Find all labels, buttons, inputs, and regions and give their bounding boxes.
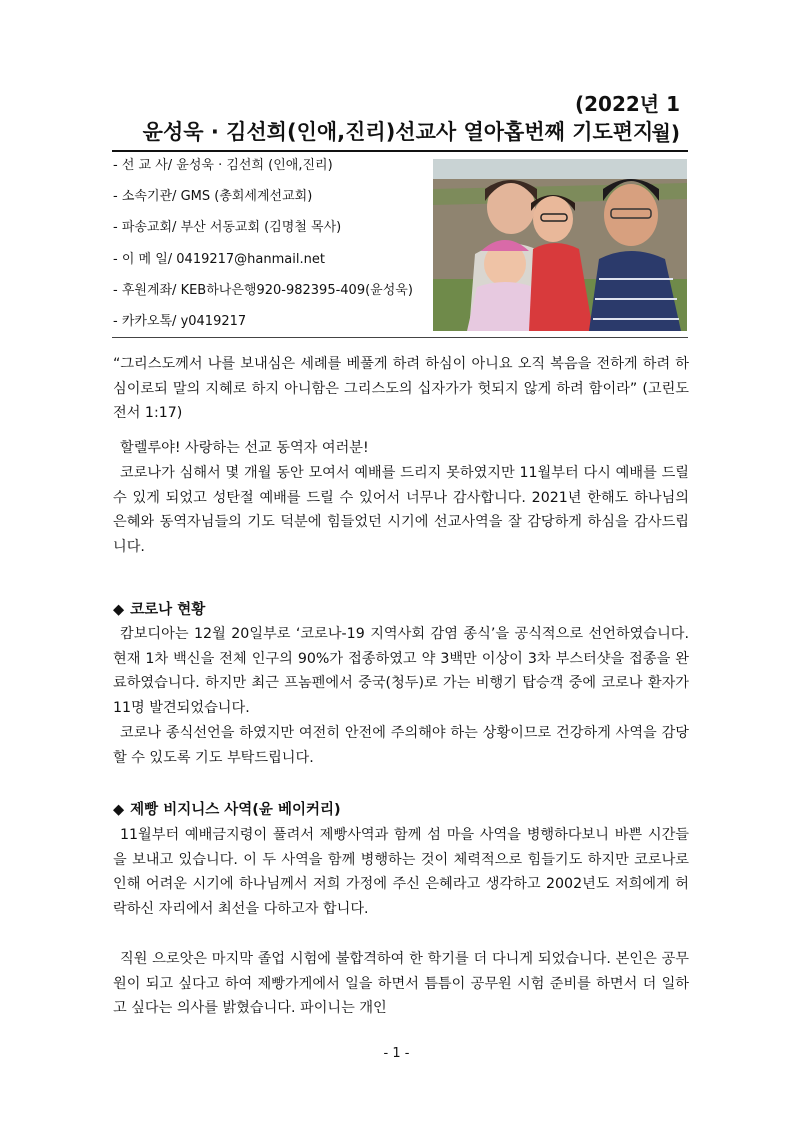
- greeting: 할렐루야! 사랑하는 선교 동역자 여러분!: [120, 440, 369, 456]
- info-bank-account: - 후원계좌/ KEB하나은행920-982395-409(윤성욱): [113, 282, 413, 298]
- letter-date: (2022년 1월): [574, 92, 680, 145]
- bible-verse: “그리스도께서 나를 보내심은 세례를 베풀게 하려 하심이 아니요 오직 복음을 전하게 하려 하심이로되 말의 지혜로 하지 아니함은 그리스도의 십자가가 헛되지 않게 하려 함이라” (고린도전서 1:17): [113, 356, 689, 421]
- letter-title: 윤성욱 · 김선희(인애,진리)선교사 열아홉번째 기도편지: [142, 120, 654, 144]
- info-missionary: - 선 교 사/ 윤성욱 · 김선희 (인애,진리): [113, 158, 333, 173]
- info-kakaotalk: - 카카오톡/ y0419217: [113, 313, 247, 329]
- diamond-bullet-icon: ◆: [113, 802, 125, 818]
- section-heading-bakery: [113, 798, 341, 819]
- family-photo: [433, 159, 687, 331]
- covid-paragraph-1: 캄보디아는 12월 20일부로 ‘코로나-19 지역사회 감염 종식’을 공식적으로 선언하였습니다. 현재 1차 백신을 전체 인구의 90%가 접종하였고 약 3백만 이상이 3차 부스터샷을 접종을 완료하였습니다. 하지만 최근 프놈펜에서 중국(청두)로 가는 비행기 탑승객 중에 코로나 환자가 11명 발견되었습니다.: [113, 626, 689, 716]
- info-email: - 이 메 일/ 0419217@hanmail.net: [113, 251, 325, 267]
- section-title: 제빵 비지니스 사역(윤 베이커리): [130, 802, 341, 818]
- page-number: - 1 -: [383, 1046, 410, 1061]
- diamond-bullet-icon: ◆: [113, 602, 125, 618]
- bakery-paragraph-2: 직원 으로앗은 마지막 졸업 시험에 불합격하여 한 학기를 더 다니게 되었습니다. 본인은 공무원이 되고 싶다고 하여 제빵가게에서 일을 하면서 틈틈이 공무원 시험 준비를 하면서 더 일하고 싶다는 의사를 밝혔습니다. 파이니는 개인: [113, 951, 689, 1016]
- info-organization: - 소속기관/ GMS (총회세계선교회): [113, 189, 313, 205]
- section-title: 코로나 현황: [130, 602, 206, 618]
- missionary-info-list: [113, 150, 413, 337]
- section-heading-covid: [113, 598, 205, 619]
- intro-paragraph: 코로나가 심해서 몇 개월 동안 모여서 예배를 드리지 못하였지만 11월부터 다시 예배를 드릴 수 있게 되었고 성탄절 예배를 드릴 수 있어서 너무나 감사합니다. 2021년 한해도 하나님의 은혜와 동역자님들의 기도 덕분에 힘들었던 시기에 선교사역을 잘 감당하게 하심을 감사드립니다.: [113, 465, 689, 555]
- info-sending-church: - 파송교회/ 부산 서동교회 (김명철 목사): [113, 220, 342, 236]
- covid-paragraph-2: 코로나 종식선언을 하였지만 여전히 안전에 주의해야 하는 상황이므로 건강하게 사역을 감당할 수 있도록 기도 부탁드립니다.: [113, 725, 689, 766]
- bakery-paragraph-1: 11월부터 예배금지령이 풀려서 제빵사역과 함께 섬 마을 사역을 병행하다보니 바쁜 시간들을 보내고 있습니다. 이 두 사역을 함께 병행하는 것이 체력적으로 힘들기도 하지만 코로나로 인해 어려운 시기에 하나님께서 저희 가정에 주신 은혜라고 생각하고 2002년도 저희에게 허락하신 자리에서 최선을 다하고자 합니다.: [113, 827, 689, 917]
- header-divider: [112, 337, 688, 338]
